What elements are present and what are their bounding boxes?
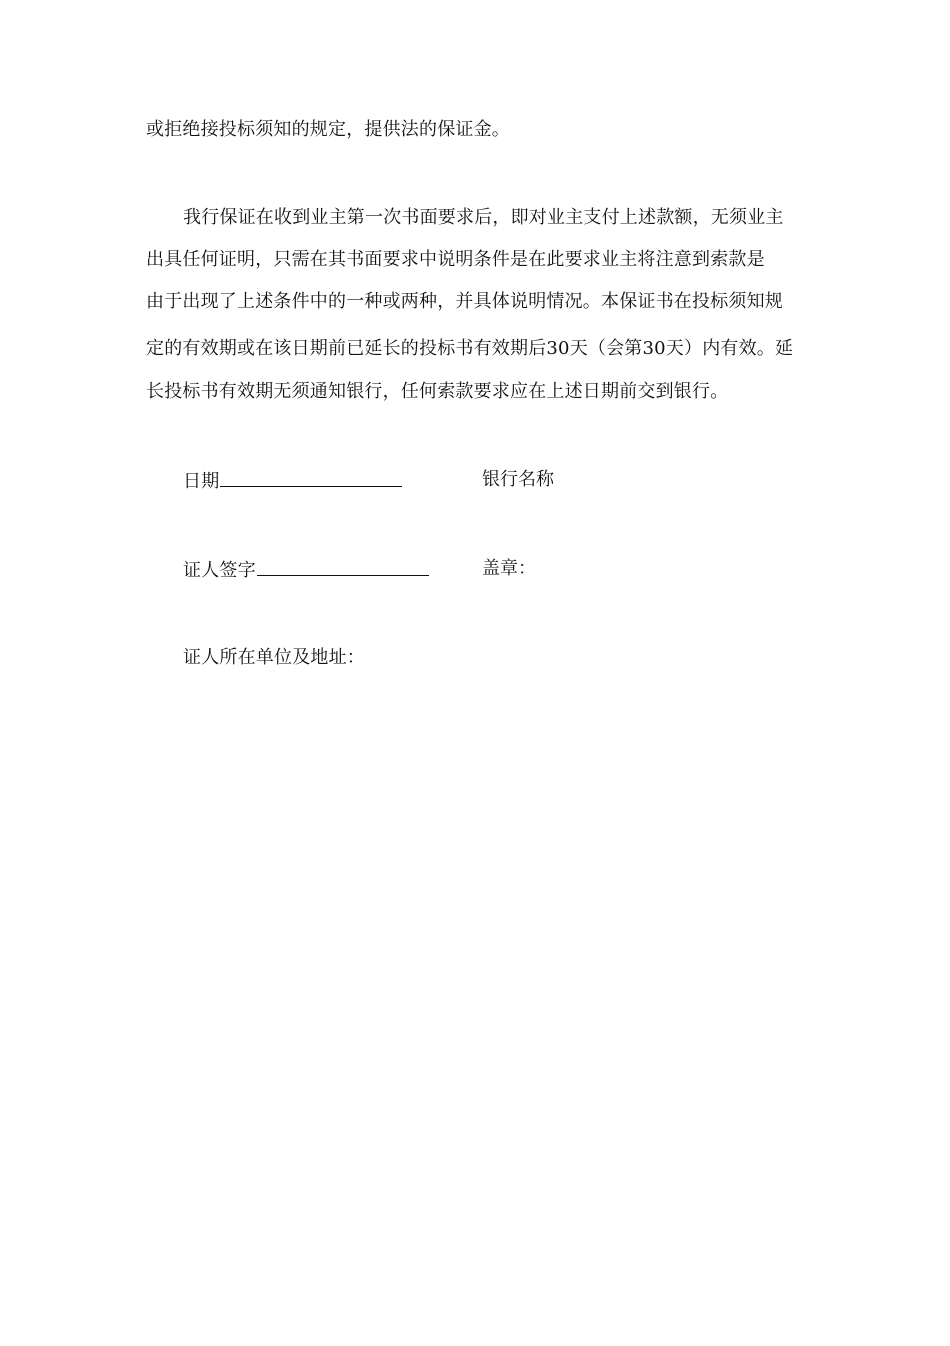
witness-signature-label: 证人签字 [183,560,256,581]
date-label: 日期 [183,471,220,492]
paragraph-1-line-1: 或拒绝接投标须知的规定，提供法的保证金。 [146,119,510,140]
paragraph-2-line-2: 出具任何证明，只需在其书面要求中说明条件是在此要求业主将注意到索款是 [146,249,765,270]
paragraph-2-line-1: 我行保证在收到业主第一次书面要求后，即对业主支付上述款额，无须业主 [183,207,784,228]
paragraph-2-line-4: 定的有效期或在该日期前已延长的投标书有效期后30天（会第30天）内有效。延 [146,338,794,359]
seal-label: 盖章： [482,558,536,579]
date-field [183,468,402,494]
bank-name-label: 银行名称 [482,469,554,490]
paragraph-2-line-5: 长投标书有效期无须通知银行，任何索款要求应在上述日期前交到银行。 [146,381,729,402]
witness-signature-field [183,557,429,583]
date-blank-line[interactable] [220,468,402,487]
witness-signature-blank-line[interactable] [257,557,429,576]
witness-address-label: 证人所在单位及地址： [183,647,365,668]
paragraph-2-line-3: 由于出现了上述条件中的一种或两种，并具体说明情况。本保证书在投标须知规 [146,291,783,312]
